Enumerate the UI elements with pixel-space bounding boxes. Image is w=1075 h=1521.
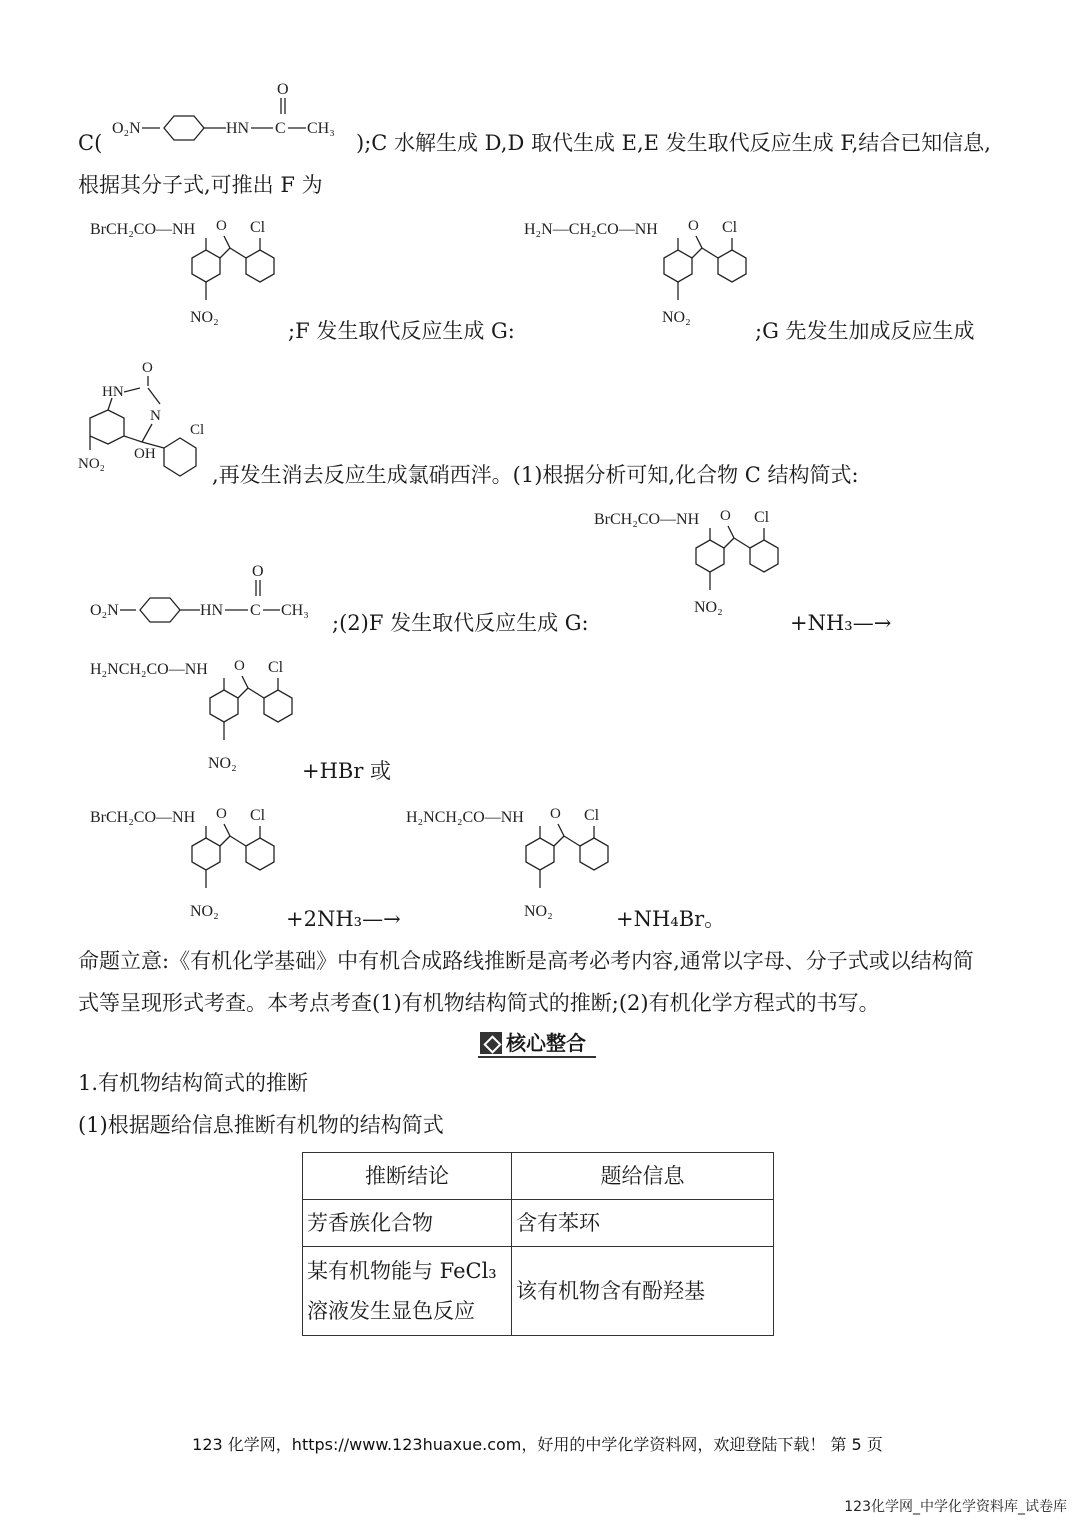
svg-text:N: N [150, 408, 161, 424]
svg-text:NO₂: NO₂ [208, 755, 237, 772]
compound-f-structure-3 [88, 798, 288, 928]
table-cell: 芳香族化合物 [303, 1200, 512, 1247]
svg-text:CH₃: CH₃ [281, 602, 309, 619]
diamond-icon [480, 1032, 502, 1054]
svg-text:NO₂: NO₂ [694, 599, 723, 616]
svg-text:HN: HN [200, 602, 224, 619]
watermark: 123化学网_中学化学资料库_试卷库 [844, 1499, 1067, 1515]
svg-text:H₂NCH₂CO—NH: H₂NCH₂CO—NH [406, 809, 524, 826]
svg-text:NO₂: NO₂ [190, 903, 219, 920]
svg-text:O: O [142, 360, 153, 376]
svg-text:O: O [216, 218, 227, 234]
svg-text:O: O [720, 508, 731, 524]
purpose-line2: 式等呈现形式考查。本考点考查(1)有机物结构简式的推断;(2)有机化学方程式的书写。 [78, 991, 880, 1015]
label-o2n: O₂N [112, 120, 141, 137]
intro-line2: 根据其分子式,可推出 F 为 [78, 173, 323, 197]
svg-text:Cl: Cl [722, 219, 738, 236]
table-cell: 某有机物能与 FeCl₃溶液发生显色反应 [303, 1247, 512, 1336]
svg-text:Cl: Cl [754, 509, 770, 526]
svg-text:O: O [550, 806, 561, 822]
table-row [303, 1200, 774, 1247]
svg-text:NO₂: NO₂ [190, 309, 219, 326]
section-header [478, 1030, 596, 1058]
row-intermediate-text: ,再发生消去反应生成氯硝西泮。(1)根据分析可知,化合物 C 结构简式: [212, 463, 859, 487]
svg-text:O: O [688, 218, 699, 234]
row-c-text: ;(2)F 发生取代反应生成 G: [332, 611, 589, 635]
compound-g-structure-1 [522, 210, 762, 340]
label-hn: HN [226, 120, 250, 137]
svg-text:O: O [234, 658, 245, 674]
svg-text:O: O [252, 563, 264, 580]
compound-g-structure-3 [404, 798, 614, 928]
svg-text:Cl: Cl [190, 422, 205, 438]
intermediate-structure [78, 358, 214, 484]
plus-nh4br: +NH₄Br。 [616, 907, 726, 931]
svg-text:H₂N—CH₂CO—NH: H₂N—CH₂CO—NH [524, 221, 658, 238]
svg-text:Cl: Cl [268, 659, 284, 676]
svg-text:Cl: Cl [250, 807, 266, 824]
svg-text:HN: HN [102, 384, 124, 400]
svg-text:Cl: Cl [250, 219, 266, 236]
label-ch3: CH₃ [307, 120, 335, 137]
svg-text:Cl: Cl [584, 807, 600, 824]
table-header-cell: 题给信息 [512, 1153, 774, 1200]
svg-text:H₂NCH₂CO—NH: H₂NCH₂CO—NH [90, 661, 208, 678]
svg-text:BrCH₂CO—NH: BrCH₂CO—NH [90, 221, 196, 238]
plus-2nh3: +2NH₃—→ [286, 907, 401, 931]
svg-text:O: O [216, 806, 227, 822]
plus-nh3: +NH₃—→ [790, 611, 892, 635]
compound-g-structure-2 [88, 650, 308, 780]
row-fg-text-1: ;F 发生取代反应生成 G: [288, 319, 515, 343]
section-title: 核心整合 [506, 1031, 586, 1055]
page-footer: 123 化学网，https://www.123huaxue.com，好用的中学化学资料网，欢迎登陆下载！ 第 5 页 [192, 1435, 883, 1454]
svg-text:O₂N: O₂N [90, 602, 119, 619]
label-c: C [275, 120, 286, 137]
table-cell: 含有苯环 [512, 1200, 774, 1247]
svg-text:NO₂: NO₂ [524, 903, 553, 920]
svg-text:BrCH₂CO—NH: BrCH₂CO—NH [90, 809, 196, 826]
svg-text:OH: OH [134, 446, 156, 462]
heading-1: 1.有机物结构简式的推断 [78, 1071, 309, 1095]
svg-text:NO₂: NO₂ [78, 456, 105, 472]
compound-f-structure-1 [88, 210, 288, 340]
svg-text:BrCH₂CO—NH: BrCH₂CO—NH [594, 511, 700, 528]
table-row [303, 1247, 774, 1336]
compound-c-structure-2 [88, 560, 328, 630]
row-fg-text-2: ;G 先发生加成反应生成 [755, 319, 975, 343]
inference-table [302, 1152, 774, 1336]
purpose-line1: 命题立意:《有机化学基础》中有机合成路线推断是高考必考内容,通常以字母、分子式或以结构简 [78, 949, 974, 973]
svg-text:C: C [250, 602, 261, 619]
table-header-cell: 推断结论 [303, 1153, 512, 1200]
heading-2: (1)根据题给信息推断有机物的结构简式 [78, 1113, 444, 1137]
row-hbr-text: +HBr 或 [302, 759, 392, 783]
compound-f-structure-2 [592, 500, 792, 630]
label-o: O [277, 81, 289, 98]
intro-prefix: C( [78, 131, 103, 155]
compound-c-structure-1 [108, 78, 358, 148]
table-header-row [303, 1153, 774, 1200]
intro-line1: );C 水解生成 D,D 取代生成 E,E 发生取代反应生成 F,结合已知信息, [356, 131, 991, 155]
svg-text:NO₂: NO₂ [662, 309, 691, 326]
table-cell: 该有机物含有酚羟基 [512, 1247, 774, 1336]
